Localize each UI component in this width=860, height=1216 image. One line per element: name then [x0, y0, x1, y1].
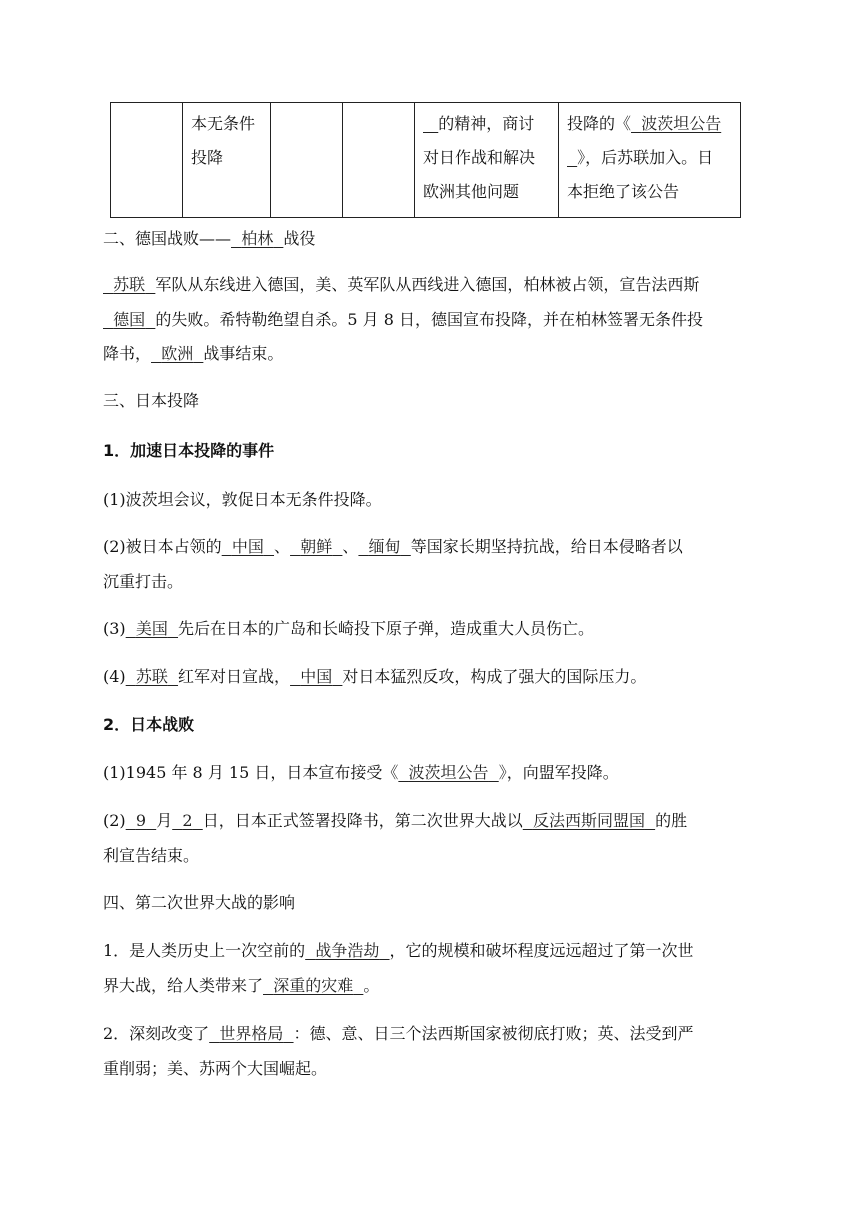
- answer-text: 朝鲜: [300, 537, 333, 556]
- answer-blank: [423, 114, 438, 133]
- table-cell: [183, 103, 271, 218]
- answer-text: 中国: [300, 667, 333, 686]
- answer-text: 波茨坦公告: [641, 114, 722, 133]
- body-text: (3): [103, 619, 126, 638]
- answer-text: 欧洲: [161, 344, 194, 363]
- body-text: ：德、意、日三个法西斯国家被彻底打败；英、法受到严: [293, 1024, 694, 1043]
- body-text: 的胜: [655, 811, 688, 830]
- answer-blank: [126, 619, 178, 638]
- answer-blank: [222, 537, 274, 556]
- subsection-title: 1．加速日本投降的事件: [103, 441, 275, 460]
- answer-blank: [631, 114, 721, 133]
- body-text: 日，日本正式签署投降书，第二次世界大战以: [202, 811, 523, 830]
- body-text: 。: [363, 976, 380, 995]
- answer-text: 美国: [135, 619, 168, 638]
- body-text: 对日本猛烈反攻，构成了强大的国际压力。: [342, 667, 647, 686]
- section-title-japan: 三、日本投降: [103, 391, 200, 410]
- cell-text: 投降: [191, 148, 224, 167]
- body-text: 、: [342, 537, 359, 556]
- answer-text: 反法西斯同盟国: [532, 811, 645, 830]
- list-item: [103, 660, 753, 693]
- body-text: 1．是人类历史上一次空前的: [103, 941, 306, 960]
- cell-line: [423, 107, 550, 141]
- answer-text: 波茨坦公告: [408, 763, 489, 782]
- subsection-title: 2．日本战败: [103, 715, 195, 734]
- body-text: 战事结束。: [203, 344, 284, 363]
- answer-blank: [523, 811, 655, 830]
- table-cell: [343, 103, 415, 218]
- answer-blank: [103, 310, 155, 329]
- body-text: 红军对日宣战，: [178, 667, 291, 686]
- answer-text: 苏联: [135, 667, 168, 686]
- cell-text: 》，后苏联加入。日: [577, 148, 714, 167]
- list-item-cont: 利宣告结束。: [103, 846, 200, 865]
- answer-blank: [305, 941, 389, 960]
- answer-blank: [263, 976, 363, 995]
- cell-text: 的精神，商讨: [438, 114, 535, 133]
- body-text: 界大战，给人类带来了: [103, 976, 264, 995]
- title-text: 二、德国战败——: [103, 229, 232, 248]
- list-item-cont: 重削弱；美、苏两个大国崛起。: [103, 1059, 328, 1078]
- cell-line: [567, 141, 732, 175]
- list-item: [103, 612, 753, 645]
- body-text: 军队从东线进入德国，美、英军队从西线进入德国，柏林被占领，宣告法西斯: [155, 275, 700, 294]
- body-text: ，它的规模和破坏程度远远超过了第一次世: [389, 941, 694, 960]
- cell-line: [567, 107, 732, 141]
- body-text: 2．深刻改变了: [103, 1024, 210, 1043]
- answer-blank: [567, 148, 577, 167]
- answer-text: 世界格局: [219, 1024, 284, 1043]
- body-text: (2): [103, 811, 126, 830]
- paragraph-line: [103, 268, 753, 301]
- cell-text: 投降的《: [567, 114, 632, 133]
- answer-blank: [103, 275, 155, 294]
- answer-blank: [398, 763, 498, 782]
- list-item-cont: 沉重打击。: [103, 572, 184, 591]
- body-text: 月: [156, 811, 173, 830]
- cell-text: 欧洲其他问题: [423, 182, 520, 201]
- answer-text: 9: [135, 811, 147, 830]
- answer-blank: [151, 344, 203, 363]
- body-text: (1)1945 年 8 月 15 日，日本宣布接受《: [103, 763, 399, 782]
- answer-text: 中国: [231, 537, 264, 556]
- answer-text: 苏联: [113, 275, 146, 294]
- cell-text: 本拒绝了该公告: [567, 182, 680, 201]
- body-text: (2)被日本占领的: [103, 537, 222, 556]
- answer-text: 2: [182, 811, 193, 830]
- answer-blank: [231, 229, 283, 248]
- cell-text: 本无条件: [191, 114, 256, 133]
- answer-text: 缅甸: [368, 537, 401, 556]
- answer-text: 深重的灾难: [273, 976, 354, 995]
- body-text: 等国家长期坚持抗战，给日本侵略者以: [410, 537, 683, 556]
- body-text: 降书，: [103, 344, 152, 363]
- list-item-cont: [103, 969, 753, 1002]
- table-row: [111, 103, 741, 218]
- table-cell: [559, 103, 741, 218]
- list-item: (1)波茨坦会议，敦促日本无条件投降。: [103, 490, 382, 509]
- summary-table: [110, 102, 741, 218]
- section-title-germany: [103, 222, 753, 255]
- table-cell: [415, 103, 559, 218]
- answer-blank: [126, 811, 157, 830]
- answer-text: 柏林: [241, 229, 274, 248]
- answer-text: 德国: [113, 310, 146, 329]
- body-text: 的失败。希特勒绝望自杀。5 月 8 日，德国宣布投降，并在柏林签署无条件投: [155, 310, 703, 329]
- body-text: 、: [274, 537, 291, 556]
- list-item: [103, 804, 753, 837]
- title-text: 战役: [283, 229, 316, 248]
- paragraph-line: [103, 337, 753, 370]
- body-text: 先后在日本的广岛和长崎投下原子弹，造成重大人员伤亡。: [178, 619, 595, 638]
- table-cell: [271, 103, 343, 218]
- answer-blank: [209, 1024, 293, 1043]
- answer-text: 战争浩劫: [315, 941, 380, 960]
- list-item: [103, 1017, 753, 1050]
- list-item: [103, 530, 753, 563]
- table-cell: [111, 103, 183, 218]
- list-item: [103, 756, 753, 789]
- answer-blank: [290, 667, 342, 686]
- list-item: [103, 934, 753, 967]
- section-title-impact: 四、第二次世界大战的影响: [103, 893, 296, 912]
- body-text: (4): [103, 667, 126, 686]
- paragraph-line: [103, 303, 753, 336]
- answer-blank: [358, 537, 410, 556]
- answer-blank: [126, 667, 178, 686]
- cell-text: 对日作战和解决: [423, 148, 536, 167]
- answer-blank: [290, 537, 342, 556]
- answer-blank: [172, 811, 203, 830]
- body-text: 》，向盟军投降。: [498, 763, 619, 782]
